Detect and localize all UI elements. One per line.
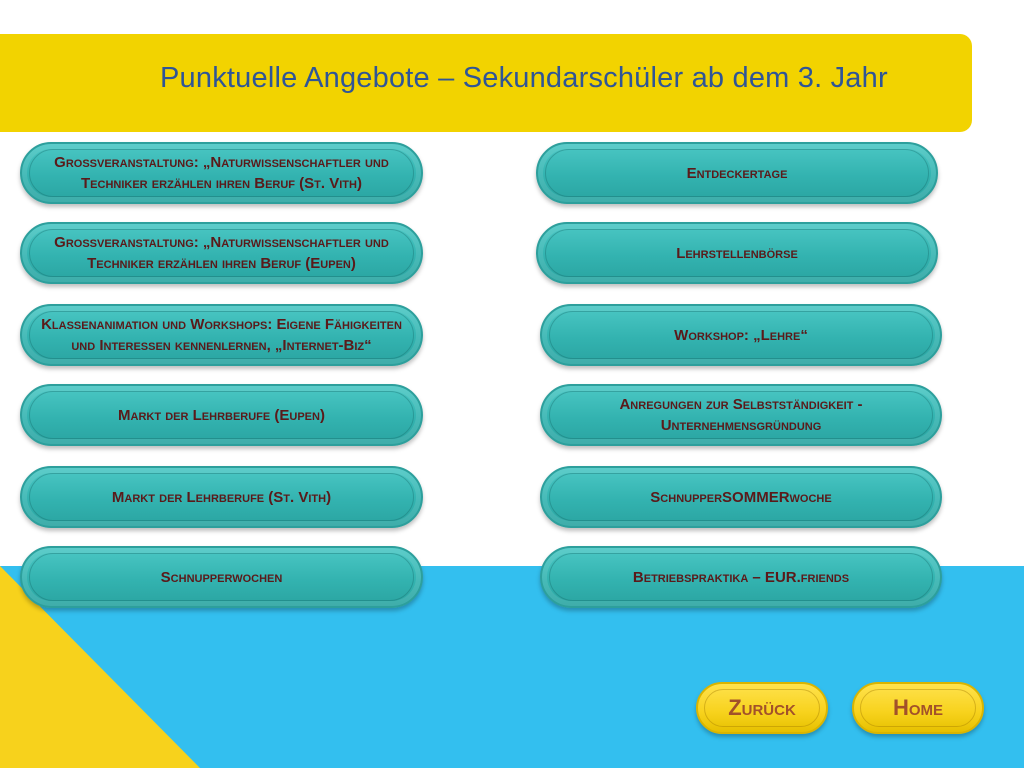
button-lehrstellenboerse[interactable]: Lehrstellenbörse: [536, 222, 938, 284]
back-button[interactable]: Zurück: [696, 682, 828, 734]
button-betriebspraktika[interactable]: Betriebspraktika – EUR.friends: [540, 546, 942, 608]
button-schnupperwochen[interactable]: Schnupperwochen: [20, 546, 423, 608]
button-markt-lehrberufe-eupen[interactable]: Markt der Lehrberufe (Eupen): [20, 384, 423, 446]
button-workshop-lehre[interactable]: Workshop: „Lehre“: [540, 304, 942, 366]
home-button[interactable]: Home: [852, 682, 984, 734]
button-schnuppersommerwoche[interactable]: SchnupperSOMMERwoche: [540, 466, 942, 528]
button-entdeckertage[interactable]: Entdeckertage: [536, 142, 938, 204]
button-grossveranstaltung-eupen[interactable]: Großveranstaltung: „Naturwissenschaftler und Techniker erzählen ihren Beruf (Eupen): [20, 222, 423, 284]
button-grossveranstaltung-st-vith[interactable]: Großveranstaltung: „Naturwissenschaftler und Techniker erzählen ihren Beruf (St. Vith): [20, 142, 423, 204]
button-markt-lehrberufe-st-vith[interactable]: Markt der Lehrberufe (St. Vith): [20, 466, 423, 528]
button-anregungen-selbststaendigkeit[interactable]: Anregungen zur Selbstständigkeit - Unternehmensgründung: [540, 384, 942, 446]
page-title: Punktuelle Angebote – Sekundarschüler ab dem 3. Jahr: [160, 62, 888, 94]
button-klassenanimation-workshops[interactable]: Klassenanimation und Workshops: Eigene Fähigkeiten und Interessen kennenlernen, „Internet-Biz“: [20, 304, 423, 366]
